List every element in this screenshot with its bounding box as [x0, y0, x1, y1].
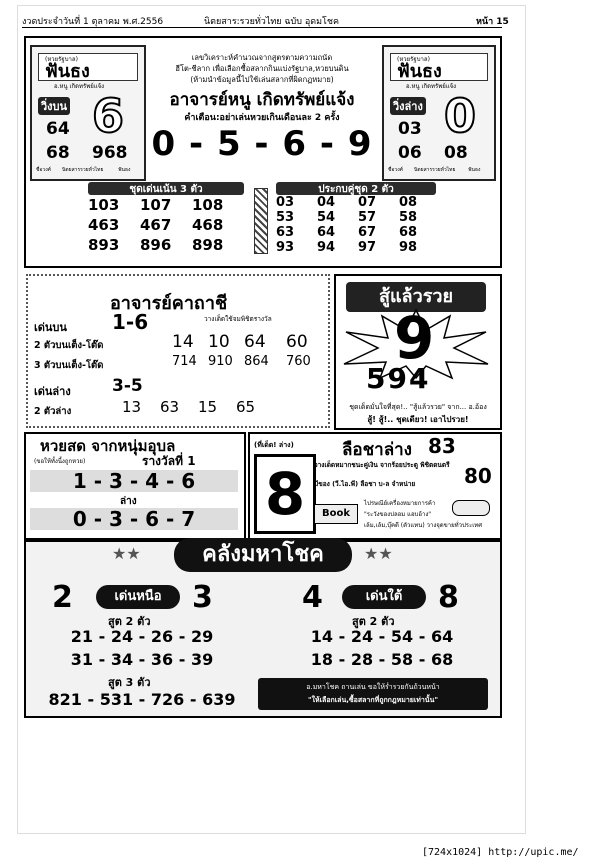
- right-logo-sub: (หวยรัฐบาล): [397, 56, 430, 63]
- right-pill: เด่นใต้: [342, 585, 426, 609]
- khatha-value: 15: [198, 398, 218, 416]
- left-big-digit: 6: [92, 89, 125, 143]
- set3-table: [88, 196, 248, 254]
- pair2-cell: 57: [358, 210, 377, 225]
- khatha-value: 13: [122, 398, 142, 416]
- set3-cell: 898: [192, 236, 224, 254]
- right-b: 8: [438, 580, 459, 615]
- divider-ornament: [254, 188, 268, 254]
- su-line-1: ชุดเด็ดมั่นใจที่สุด!.. "สู้แล้วรวย" จาก... อ.อ้อง: [349, 403, 487, 411]
- right-big-digit: 0: [444, 89, 477, 143]
- khatha-row3-values: [172, 354, 322, 369]
- bottom-foot-1: อ.มหาโชค ถานเล่น ขอให้ร่ำรวยกันถ้วนหน้า: [306, 683, 440, 691]
- pair2-cell: 53: [276, 210, 295, 225]
- right-a: 4: [302, 580, 323, 615]
- stamp-icon: [452, 500, 490, 516]
- set3-cell: 468: [192, 216, 224, 234]
- pair2-header: ประกบคู่ชุด 2 ตัว: [276, 182, 436, 195]
- khatha-value: 63: [160, 398, 180, 416]
- cha-sub-1: วางเด็ดหมากชนะคู่เงิน จากร้อยประตู พิชิตดนตรี: [314, 461, 450, 469]
- khatha-value: 60: [286, 332, 308, 352]
- star-icon-right: ★★: [364, 544, 393, 563]
- header-issue-date: งวดประจำวันที่ 1 ตุลาคม พ.ศ.2556: [22, 17, 164, 27]
- bottom-foot-2: "ให้เลือกเล่น,ซื้อสลากที่ถูกกฎหมายเท่านั้น": [307, 696, 439, 704]
- header-page-number: หน้า 15: [476, 17, 509, 27]
- pair2-cell: 04: [317, 195, 336, 210]
- hot-note: (ขอให้ทั้งนี้งถูกหวย): [34, 458, 86, 465]
- hot-prize-label: รางวัลที่ 1: [142, 454, 196, 468]
- right-num-3: 08: [444, 143, 468, 163]
- khatha-value: 10: [208, 332, 230, 352]
- right-foot-3: ฟันธง: [468, 167, 481, 173]
- hot-title: หวยสด จากหนุ่มอุบล: [40, 437, 176, 455]
- top-subtitle-2: ฮีโต-ชีลาก เพื่อเลือกซื้อสลากกินแบ่งรัฐบาล,หวยบนดิน: [175, 64, 349, 73]
- set3-cell: 896: [140, 236, 172, 254]
- khatha-value: 65: [236, 398, 256, 416]
- left-foot-1: ชื่อวงศ์: [36, 167, 51, 173]
- left-logo-byline: อ.หนู เกิดทรัพย์แจ้ง: [54, 83, 105, 90]
- khatha-row4-values: [122, 398, 274, 416]
- pair2-cell: 94: [317, 240, 336, 255]
- top-main-numbers: 0 - 5 - 6 - 9: [151, 124, 373, 164]
- cha-label: ลือชาล่าง: [342, 440, 412, 460]
- right-logo-card: [382, 45, 496, 181]
- khatha-value: 714: [172, 354, 197, 369]
- right-row-2: 18 - 28 - 58 - 68: [310, 650, 454, 669]
- pair2-cell: 67: [358, 225, 377, 240]
- khatha-row2-label: 2 ตัวบนเต็ง-โต๊ด: [34, 340, 104, 351]
- cha-tag: (ที่เด็ด! ล่าง): [254, 441, 294, 449]
- pair2-cell: 98: [399, 240, 418, 255]
- khatha-title: อาจารย์คาถาชี: [110, 293, 228, 314]
- left-run-label: วิ่งบน: [38, 97, 70, 115]
- left-num-3: 968: [92, 143, 128, 163]
- left-logo-sub: (หวยรัฐบาล): [45, 56, 78, 63]
- pair2-cell: 93: [276, 240, 295, 255]
- khatha-row4-label: 2 ตัวล่าง: [34, 406, 72, 417]
- hot-lower-label: ล่าง: [120, 496, 137, 507]
- khatha-value: 64: [244, 332, 266, 352]
- set3-row: [88, 216, 248, 234]
- left-num-1: 64: [46, 119, 70, 139]
- pair2-row: [276, 195, 446, 210]
- khatha-note: วางเด็ดใช้จมพิชิตรางวัล: [204, 315, 272, 323]
- book-logo: Book: [314, 504, 358, 524]
- left-foot-2: นิตยสารรวยทั่วไทย: [62, 167, 104, 173]
- top-subtitle-3: (ห้ามนำข้อมูลนี้ไปใช้เล่นสลากที่ผิดกฏหมาย): [190, 75, 334, 84]
- pair2-table: [276, 195, 446, 255]
- pair2-cell: 68: [399, 225, 418, 240]
- cha-value-b: 80: [464, 464, 492, 488]
- pair2-row: [276, 210, 446, 225]
- set3-cell: 107: [140, 196, 172, 214]
- set3-row: [88, 236, 248, 254]
- right-sub: สูต 2 ตัว: [352, 615, 395, 628]
- right-num-2: 06: [398, 143, 422, 163]
- left-logo-card: [30, 45, 146, 181]
- left-logo-text: ฟันธง: [45, 61, 90, 82]
- top-title: อาจารย์หนู เกิดทรัพย์แจ้ง: [169, 90, 355, 110]
- khatha-row3-label: 3 ตัวบนเต็ง-โต๊ด: [34, 360, 104, 371]
- right-num-1: 03: [398, 119, 422, 139]
- set3-row: [88, 196, 248, 214]
- pair2-cell: 64: [317, 225, 336, 240]
- khatha-upper-label: เด่นบน: [34, 321, 67, 334]
- star-icon-left: ★★: [112, 544, 141, 563]
- cha-sub-2: มีของ (วี.ไอ.พี) ลือชา บ-ล จำหน่าย: [314, 480, 416, 488]
- set3-cell: 103: [88, 196, 120, 214]
- khatha-value: 910: [208, 354, 233, 369]
- header-magazine: นิตยสาร:รวยทั่วไทย ฉบับ อุดมโชค: [204, 17, 339, 27]
- left-b: 3: [192, 580, 213, 615]
- top-warning: คำเตือน:อย่าเล่นหวยเกินเดือนละ 2 ครั้ง: [184, 113, 340, 123]
- pair2-cell: 58: [399, 210, 418, 225]
- right-logo: [390, 53, 488, 81]
- left-logo: [38, 53, 138, 81]
- left-row-2: 31 - 34 - 36 - 39: [70, 650, 214, 669]
- cha-big-digit: 8: [254, 454, 316, 534]
- khatha-value: 864: [244, 354, 269, 369]
- pair2-row: [276, 240, 446, 255]
- set3-header: ชุดเด่นเน้น 3 ตัว: [88, 182, 244, 195]
- cha-sub-5: เล้ม,เล้ม,บุ๊คดี (ตัวแทน) วางจุดขายทั่วประเทศ: [364, 522, 483, 529]
- pair2-cell: 63: [276, 225, 295, 240]
- khatha-upper-value: 1-6: [112, 310, 149, 334]
- bottom-footer: [258, 678, 488, 710]
- set3-cell: 467: [140, 216, 172, 234]
- hot-lower: 0 - 3 - 6 - 7: [30, 508, 238, 530]
- right-foot-2: นิตยสารรวยทั่วไทย: [414, 167, 456, 173]
- left-foot-3: ฟันธง: [118, 167, 131, 173]
- su-three-digit: 594: [366, 362, 431, 395]
- pair2-row: [276, 225, 446, 240]
- su-title: สู้แล้วรวย: [346, 282, 486, 312]
- pair2-cell: 08: [399, 195, 418, 210]
- pair2-cell: 54: [317, 210, 336, 225]
- pair2-cell: 03: [276, 195, 295, 210]
- header-rule: [22, 27, 502, 28]
- hot-upper: 1 - 3 - 4 - 6: [30, 470, 238, 492]
- khatha-lower-value: 3-5: [112, 376, 143, 396]
- left-sub3: สูต 3 ตัว: [108, 676, 151, 689]
- left-pill: เด่นหนือ: [96, 585, 180, 609]
- pair2-cell: 97: [358, 240, 377, 255]
- set3-cell: 463: [88, 216, 120, 234]
- watermark-text: [724x1024] http://upic.me/: [422, 847, 579, 858]
- right-row-1: 14 - 24 - 54 - 64: [310, 627, 454, 646]
- cha-sub-3: ไปรษณีย์เครื่องหมายการค้า: [364, 500, 436, 507]
- left-num-2: 68: [46, 143, 70, 163]
- bottom-title: คลังมหาโชค: [174, 538, 352, 572]
- right-logo-byline: อ.หนู เกิดทรัพย์แจ้ง: [406, 83, 457, 90]
- khatha-value: 760: [286, 354, 311, 369]
- cha-sub-4: "ระวังของปลอม แอบอ้าง": [364, 511, 432, 518]
- su-big-digit: 9: [394, 304, 435, 372]
- left-sub: สูต 2 ตัว: [108, 615, 151, 628]
- left-a: 2: [52, 580, 73, 615]
- su-line-2: สู้! สู้!.. ชุดเดียว! เอาไปรวย!: [367, 415, 469, 424]
- cha-value-a: 83: [428, 434, 456, 458]
- right-logo-text: ฟันธง: [397, 61, 442, 82]
- left-row-1: 21 - 24 - 26 - 29: [70, 627, 214, 646]
- right-run-label: วิ่งล่าง: [390, 97, 426, 115]
- khatha-row2-values: [172, 332, 322, 352]
- khatha-lower-label: เด่นล่าง: [34, 385, 71, 398]
- set3-cell: 108: [192, 196, 224, 214]
- top-subtitle-1: เลขวิเคราะห์คำนวณจากสูตรตามความถนัด: [191, 53, 333, 62]
- set3-cell: 893: [88, 236, 120, 254]
- khatha-value: 14: [172, 332, 194, 352]
- left-row-3: 821 - 531 - 726 - 639: [48, 690, 236, 709]
- right-foot-1: ชื่อวงศ์: [388, 167, 403, 173]
- pair2-cell: 07: [358, 195, 377, 210]
